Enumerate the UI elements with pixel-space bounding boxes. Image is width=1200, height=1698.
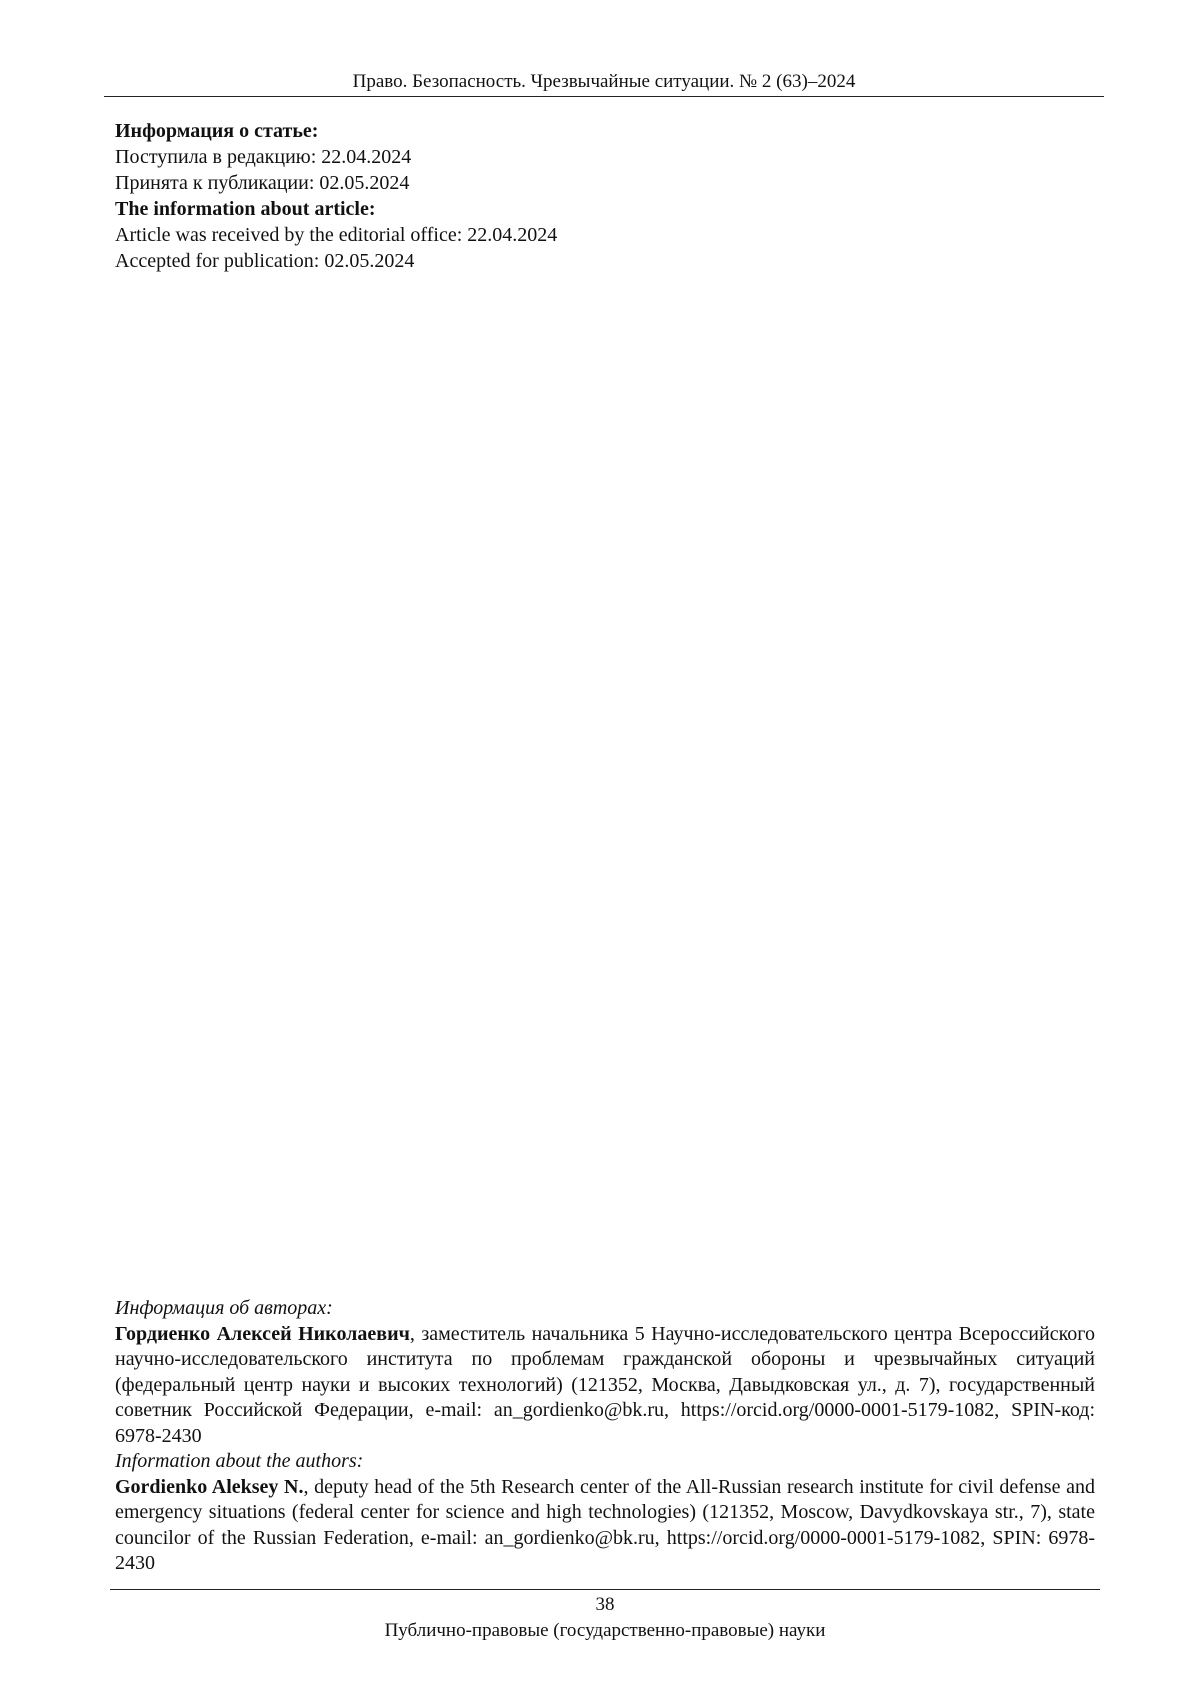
article-info-ru-received: Поступила в редакцию: 22.04.2024 bbox=[115, 146, 412, 168]
header-divider bbox=[104, 96, 1104, 97]
authors-block bbox=[115, 1296, 1095, 1577]
article-info-en-heading: The information about article: bbox=[115, 198, 376, 220]
authors-ru-heading: Информация об авторах: bbox=[115, 1297, 333, 1319]
running-header: Право. Безопасность. Чрезвычайные ситуации. № 2 (63)–2024 bbox=[352, 71, 856, 92]
author-ru-paragraph bbox=[115, 1322, 1095, 1450]
article-info-en-accepted: Accepted for publication: 02.05.2024 bbox=[115, 250, 415, 272]
author-en-details: , deputy head of the 5th Research center of the All-Russian research institute for civil defense and emergency situations (federal center for science and high technologies) (121352, Moscow, Davydkovskaya str., 7), state councilor of the Russian Federation, e-mail: an_gordienko@bk.ru, https://orcid.org/0000-0001-5179-1082, SPIN: 6978-2430 bbox=[115, 1475, 1095, 1574]
author-en-name: Gordienko Aleksey N. bbox=[115, 1475, 304, 1498]
article-info-ru-accepted: Принята к публикации: 02.05.2024 bbox=[115, 172, 410, 194]
page-number: 38 bbox=[595, 1594, 615, 1615]
article-info-en-received: Article was received by the editorial office: 22.04.2024 bbox=[115, 224, 558, 246]
authors-en-heading: Information about the authors: bbox=[115, 1450, 364, 1472]
author-ru-details: , заместитель начальника 5 Научно-исследовательского центра Всероссийского научно-исследовательского института по проблемам гражданской обороны и чрезвычайных ситуаций (федеральный центр науки и высоких технологий) (121352, Москва, Давыдковская ул., д. 7), государственный советник Российской Федерации, e-mail: an_gordienko@bk.ru, https://orcid.org/0000-0001-5179-1082, SPIN-код: 6978-2430 bbox=[115, 1322, 1095, 1447]
author-ru-name: Гордиенко Алексей Николаевич bbox=[115, 1322, 410, 1345]
article-info-block bbox=[115, 118, 1095, 274]
footer-section-title: Публично-правовые (государственно-правовые) науки bbox=[384, 1620, 826, 1641]
author-en-paragraph bbox=[115, 1475, 1095, 1577]
footer-divider bbox=[110, 1589, 1100, 1590]
article-info-ru-heading: Информация о статье: bbox=[115, 120, 319, 142]
